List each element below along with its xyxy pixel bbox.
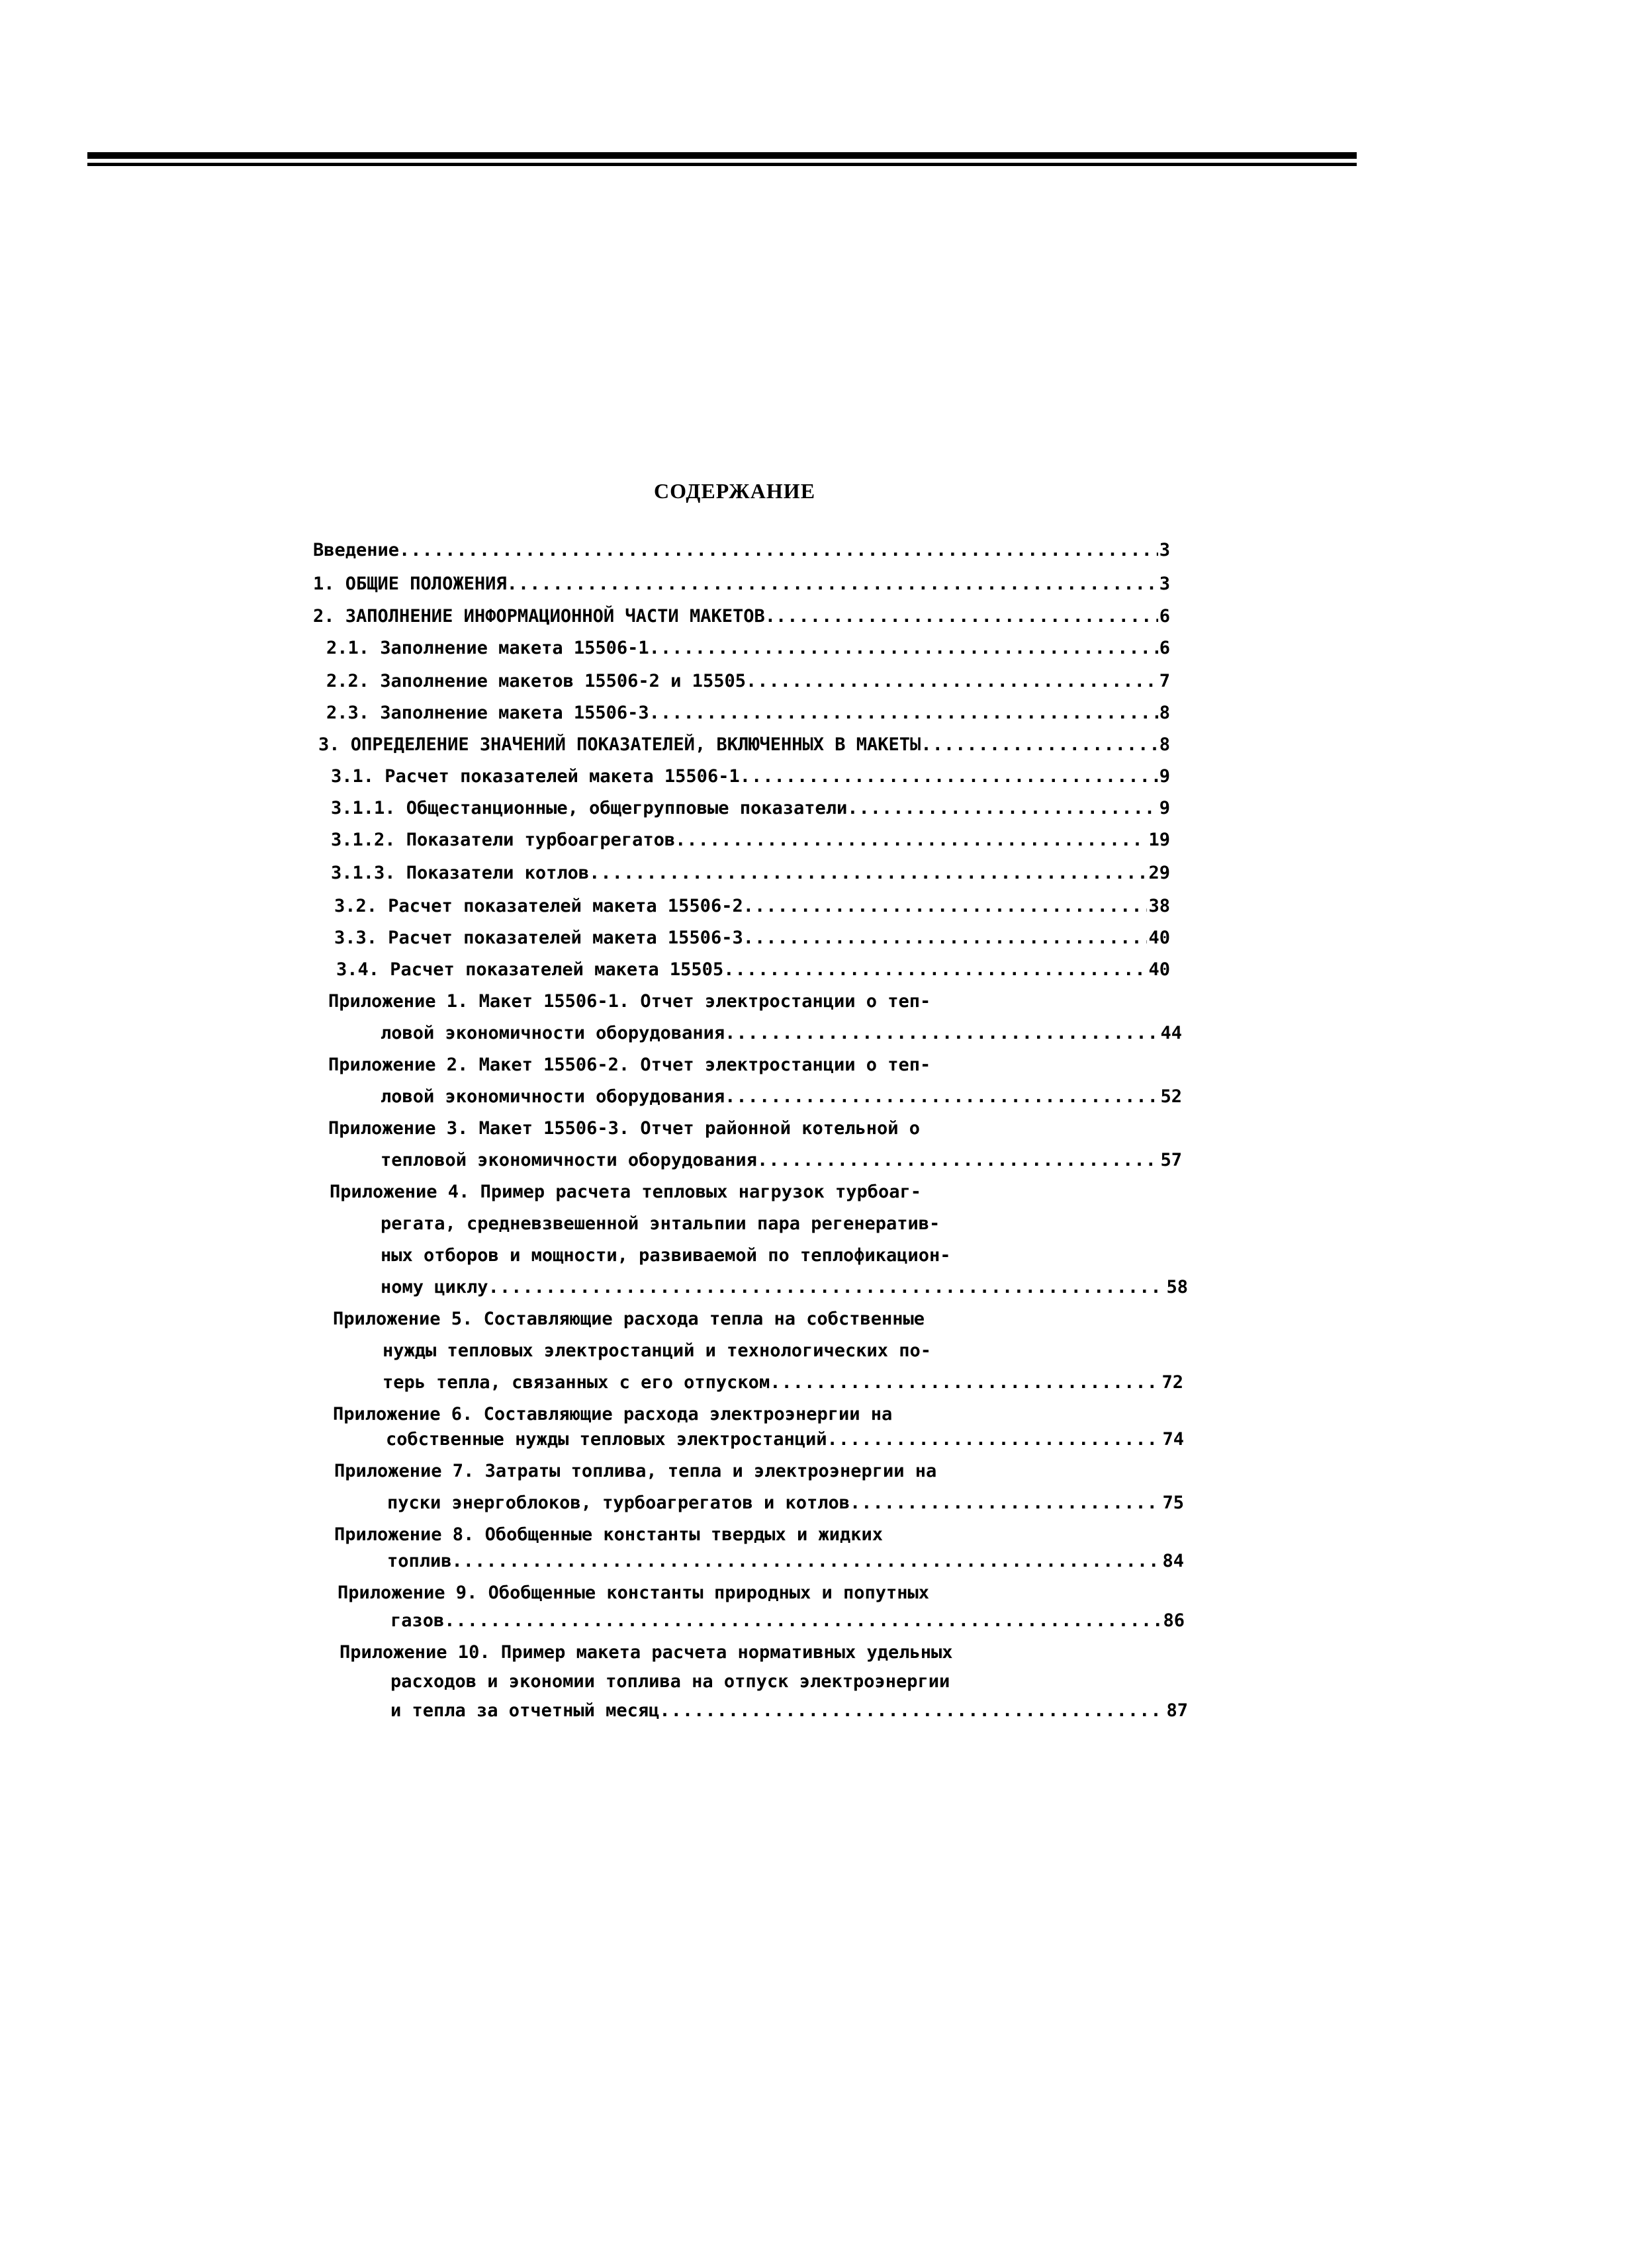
toc-entry-text: регата, средневзвешенной энтальпии пара регенератив- <box>381 1213 940 1234</box>
toc-entry-text: топлив <box>387 1551 452 1571</box>
toc-entry-text: ловой экономичности оборудования <box>381 1086 725 1107</box>
toc-entry[interactable] <box>381 1276 1188 1299</box>
toc-entry-text: Приложение 1. Макет 15506-1. Отчет электростанции о теп- <box>328 991 931 1012</box>
toc-entry-page: 86 <box>1163 1610 1185 1631</box>
toc-entry-text: Приложение 10. Пример макета расчета нормативных удельных <box>340 1642 953 1663</box>
toc-entry-text: 3.3. Расчет показателей макета 15506-3 <box>334 928 743 948</box>
toc-entry-text: ных отборов и мощности, развиваемой по теплофикацион- <box>381 1245 951 1266</box>
toc-entry[interactable] <box>328 1117 1182 1140</box>
toc-entry[interactable] <box>331 797 1170 820</box>
toc-entry-page: 3 <box>1159 574 1170 594</box>
toc-entry-page: 29 <box>1148 863 1170 883</box>
toc-entry-page: 40 <box>1148 959 1170 980</box>
toc-entry-text: 2.2. Заполнение макетов 15506-2 и 15505 <box>326 671 746 691</box>
toc-entry[interactable] <box>390 1610 1185 1632</box>
toc-entry-text: тепловой экономичности оборудования <box>381 1150 757 1170</box>
toc-entry[interactable] <box>381 1149 1182 1172</box>
toc-entry[interactable] <box>381 1086 1182 1108</box>
toc-entry-page: 19 <box>1148 830 1170 850</box>
toc-entry-text: газов <box>390 1610 445 1631</box>
toc-entry-text: ловой экономичности оборудования <box>381 1023 725 1043</box>
toc-entry-page: 87 <box>1166 1700 1188 1721</box>
toc-entry-text: Приложение 5. Составляющие расхода тепла на собственные <box>333 1309 925 1329</box>
toc-entry-text: 3.1. Расчет показателей макета 15506-1 <box>331 766 740 787</box>
toc-entry-page: 74 <box>1162 1429 1184 1450</box>
toc-entry[interactable] <box>334 1460 1195 1483</box>
toc-entry[interactable] <box>390 1700 1188 1722</box>
toc-entry-page: 8 <box>1159 734 1170 755</box>
toc-entry[interactable] <box>328 990 1182 1013</box>
toc-entry[interactable] <box>390 1671 1204 1693</box>
toc-entry-page: 75 <box>1162 1493 1184 1513</box>
toc-entry-page: 8 <box>1159 703 1170 723</box>
page-title: СОДЕРЖАНИЕ <box>653 479 816 503</box>
toc-entry-text: 3.4. Расчет показателей макета 15505 <box>336 959 724 980</box>
toc-entry-text: Приложение 6. Составляющие расхода электроэнергии на <box>333 1404 893 1424</box>
toc-entry[interactable] <box>334 895 1170 918</box>
toc-entry-text: 2.1. Заполнение макета 15506-1 <box>326 638 649 658</box>
toc-entry-page: 6 <box>1159 606 1170 627</box>
toc-entry-text: терь тепла, связанных с его отпуском <box>383 1372 770 1393</box>
toc-entry[interactable] <box>328 1054 1182 1076</box>
toc-entry[interactable] <box>331 862 1170 885</box>
toc-entry[interactable] <box>340 1641 1206 1664</box>
toc-entry[interactable] <box>313 573 1170 595</box>
toc-entry[interactable] <box>313 539 1170 562</box>
toc-entry-text: Приложение 2. Макет 15506-2. Отчет электростанции о теп- <box>328 1055 931 1075</box>
toc-entry[interactable] <box>334 1524 1195 1546</box>
toc-entry-page: 52 <box>1160 1086 1182 1107</box>
toc-entry-text: 3.2. Расчет показателей макета 15506-2 <box>334 896 743 916</box>
toc-entry[interactable] <box>318 734 1170 756</box>
toc-entry[interactable] <box>331 829 1170 851</box>
toc-entry-text: 3. ОПРЕДЕЛЕНИЕ ЗНАЧЕНИЙ ПОКАЗАТЕЛЕЙ, ВКЛЮЧЕННЫХ В МАКЕТЫ <box>318 734 921 755</box>
toc-entry-text: 3.1.1. Общестанционные, общегрупповые показатели <box>331 798 848 818</box>
toc-entry-page: 38 <box>1148 896 1170 916</box>
toc-entry[interactable] <box>334 927 1170 949</box>
toc-entry-page: 9 <box>1159 766 1170 787</box>
toc-entry-page: 40 <box>1148 928 1170 948</box>
toc-entry-page: 3 <box>1159 540 1170 560</box>
toc-entry[interactable] <box>331 765 1170 788</box>
toc-entry-text: ному циклу <box>381 1277 488 1297</box>
toc-entry-text: Приложение 4. Пример расчета тепловых нагрузок турбоаг- <box>330 1182 922 1202</box>
toc-entry-page: 57 <box>1160 1150 1182 1170</box>
toc-entry-page: 9 <box>1159 798 1170 818</box>
toc-entry-text: пуски энергоблоков, турбоагрегатов и котлов <box>387 1493 850 1513</box>
toc-entry-text: Введение <box>313 540 400 560</box>
toc-entry-text: 2. ЗАПОЛНЕНИЕ ИНФОРМАЦИОННОЙ ЧАСТИ МАКЕТОВ. <box>313 606 776 627</box>
toc-entry[interactable] <box>381 1244 1188 1267</box>
toc-entry[interactable] <box>333 1308 1193 1330</box>
toc-entry-page: 84 <box>1162 1551 1184 1571</box>
toc-entry[interactable] <box>387 1492 1184 1514</box>
toc-entry-text: собственные нужды тепловых электростанций <box>386 1429 827 1450</box>
toc-entry[interactable] <box>381 1022 1182 1045</box>
toc-entry-text: и тепла за отчетный месяц <box>390 1700 660 1721</box>
toc-entry-text: 3.1.2. Показатели турбоагрегатов <box>331 830 676 850</box>
toc-entry[interactable] <box>326 670 1170 693</box>
toc-entry-page: 72 <box>1161 1372 1183 1393</box>
toc-entry-text: Приложение 9. Обобщенные константы природных и попутных <box>338 1583 930 1603</box>
toc-entry-page: 7 <box>1159 671 1170 691</box>
toc-entry[interactable] <box>381 1213 1188 1235</box>
toc-entry[interactable] <box>330 1181 1190 1203</box>
toc-entry-text: 2.3. Заполнение макета 15506-3 <box>326 703 649 723</box>
toc-entry-text: Приложение 8. Обобщенные константы твердых и жидких <box>334 1524 884 1545</box>
toc-entry-text: нужды тепловых электростанций и технологических по- <box>383 1340 932 1361</box>
toc-entry[interactable] <box>387 1550 1184 1573</box>
toc-entry-text: расходов и экономии топлива на отпуск электроэнергии <box>390 1671 950 1692</box>
toc-entry-text: Приложение 3. Макет 15506-3. Отчет районной котельной о <box>328 1118 921 1139</box>
toc-entry-page: 58 <box>1166 1277 1188 1297</box>
toc-entry[interactable] <box>313 605 1170 628</box>
toc-entry[interactable] <box>383 1340 1190 1362</box>
toc-entry[interactable] <box>326 702 1170 724</box>
toc-entry[interactable] <box>336 959 1170 981</box>
toc-entry[interactable] <box>338 1582 1198 1604</box>
toc-entry[interactable] <box>386 1428 1184 1451</box>
toc-entry-page: 44 <box>1160 1023 1182 1043</box>
toc-entry[interactable] <box>333 1403 1193 1426</box>
toc-entry-text: 1. ОБЩИЕ ПОЛОЖЕНИЯ <box>313 574 507 594</box>
toc-entry-page: 6 <box>1159 638 1170 658</box>
toc-entry[interactable] <box>326 637 1170 660</box>
toc-entry-text: Приложение 7. Затраты топлива, тепла и электроэнергии на <box>334 1461 937 1481</box>
toc-entry[interactable] <box>383 1372 1183 1394</box>
toc-entry-text: 3.1.3. Показатели котлов <box>331 863 590 883</box>
